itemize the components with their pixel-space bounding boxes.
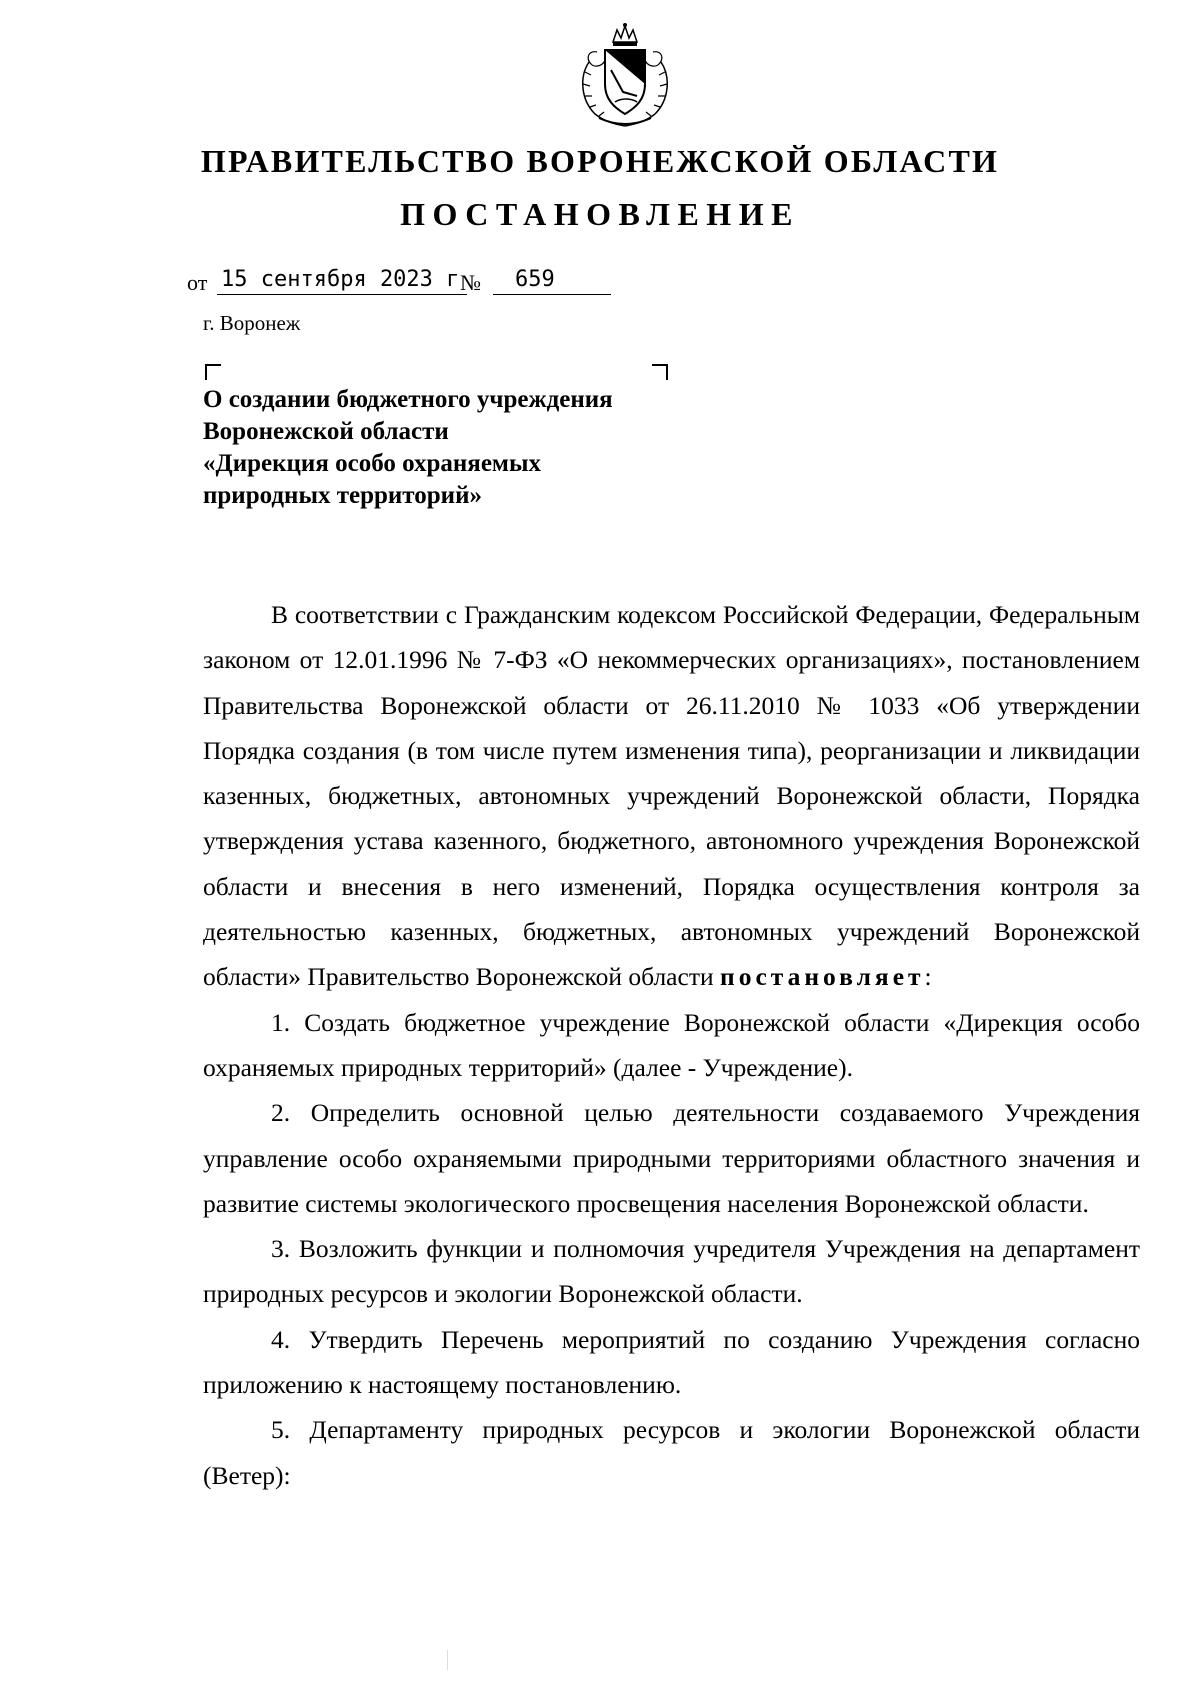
date-underline: [217, 294, 467, 295]
date-prefix-label: от: [187, 270, 208, 295]
subject-line: «Дирекция особо охраняемых: [203, 450, 541, 477]
coat-of-arms-icon: [575, 22, 675, 130]
scan-artifact: [447, 1650, 448, 1670]
document-number: 659: [515, 267, 555, 292]
subject-corner-mark-left: [205, 364, 221, 380]
numbered-paragraph: 1. Создать бюджетное учреждение Воронежской области «Дирекция особо охраняемых природных территорий» (далее - Учреждение).: [203, 1007, 1140, 1082]
numbered-paragraph: 3. Возложить функции и полномочия учредителя Учреждения на департамент природных ресурсов и экологии Воронежской области.: [203, 1234, 1140, 1309]
decree-verb: постановляет: [720, 962, 925, 992]
numbered-paragraph: 2. Определить основной целью деятельности создаваемого Учреждения управление особо охраняемыми природными территориями областного значения и развитие системы экологического просвещения населения Воронежской области.: [203, 1098, 1140, 1218]
preamble-paragraph: [203, 592, 1140, 1000]
subject-line: природных территорий»: [203, 482, 482, 509]
subject-line: Воронежской области: [203, 418, 449, 445]
issuing-authority: ПРАВИТЕЛЬСТВО ВОРОНЕЖСКОЙ ОБЛАСТИ: [200, 143, 1000, 179]
subject-line: О создании бюджетного учреждения: [203, 386, 613, 413]
number-underline: [493, 294, 611, 295]
document-type-title: ПОСТАНОВЛЕНИЕ: [400, 196, 800, 232]
issue-city: г. Воронеж: [203, 311, 301, 335]
subject-corner-mark-right: [652, 364, 668, 380]
preamble-end: :: [924, 962, 932, 992]
document-subject: [203, 384, 723, 512]
registration-line: [187, 262, 683, 298]
number-sign-label: №: [460, 270, 481, 295]
numbered-paragraph: 5. Департаменту природных ресурсов и экологии Воронежской области (Ветер):: [203, 1415, 1140, 1490]
preamble-text: В соответствии с Гражданским кодексом Российской Федерации, Федеральным законом от 12.01.1996 № 7-ФЗ «О некоммерческих организациях», постановлением Правительства Воронежской области от 26.11.2010 № 1033 «Об утверждении Порядка создания (в том числе путем изменения типа), реорганизации и ликвидации казенных, бюджетных, автономных учреждений Воронежской области, Порядка утверждения устава казенного, бюджетного, автономного учреждения Воронежской области и внесения в него изменений, Порядка осуществления контроля за деятельностью казенных, бюджетных, автономных учреждений Воронежской области» Правительство Воронежской области: [203, 600, 1140, 992]
document-date: 15 сентября 2023 г: [221, 267, 460, 292]
document-body: [203, 592, 1140, 1498]
numbered-paragraph: 4. Утвердить Перечень мероприятий по созданию Учреждения согласно приложению к настоящему постановлению.: [203, 1324, 1140, 1400]
